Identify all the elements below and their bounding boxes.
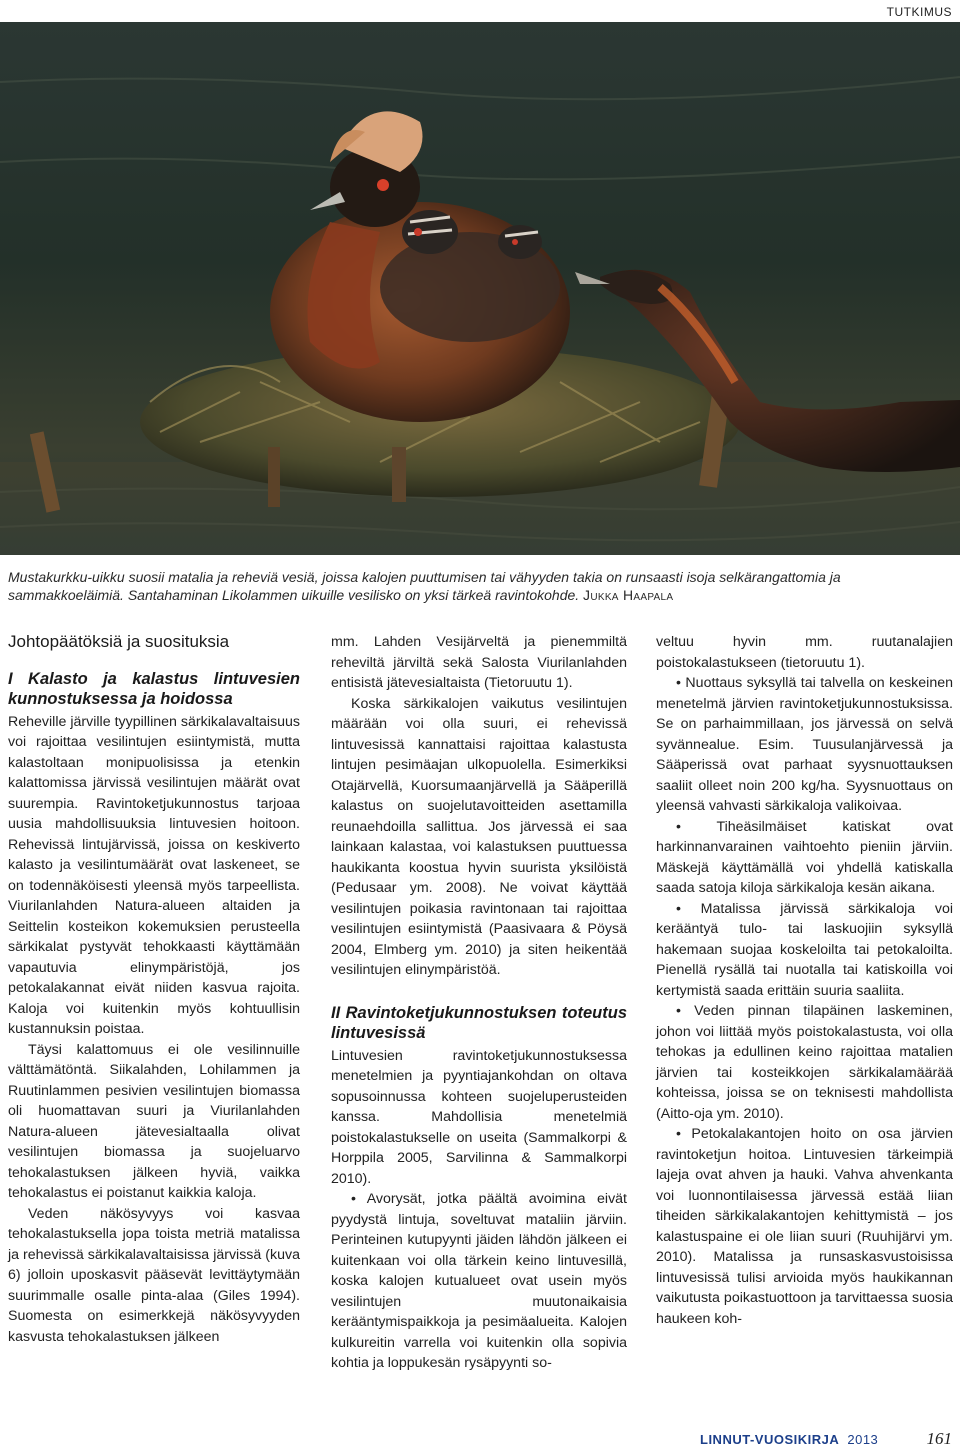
bullet-item: • Veden pinnan tilapäinen laskeminen, johon voi liittää myös poistokalastusta, voi olla tehokas ja edullinen keino rajoittaa matalien järvien tai kosteikkojen särkikalamäärää kohteissa, joissa se on teknisesti mahdollista (Aitto-oja ym. 2010). xyxy=(656,1003,953,1122)
section-title: Johtopäätöksiä ja suosituksia xyxy=(8,632,230,651)
journal-year: 2013 xyxy=(847,1432,879,1447)
journal-name: LINNUT-VUOSIKIRJA xyxy=(700,1432,840,1447)
paragraph: Reheville järville tyypillinen särkikalavaltaisuus voi rajoittaa vesilintujen esiintymistä, mutta kalastoltaan monipuolisissa ja etenkin kalattomissa järvissä vesilintujen määrät ovat suurempia. Ravintoketjukunnostus tarjoaa uusia mahdollisuuksia lintuvesien hoitoon. Rehevissä lintujärvissä, joissa on keskiverto kalasto ja vesilintumäärät ovat laskeneet, se on todennäköisesti yleensä myös tarpeellista. Viurilanlahden Natura-alueen altaiden ja Seittelin kosteikon kokemuksien perusteella särkikalat pystyvät tehokkaasti käyttämään vapautuvia elinympäristöjä, jos petokalakannat eivät niiden kasvua rajoita. Kaloja voi kuitenkin myös kohtuullisin kustannuksin poistaa. xyxy=(8,713,300,1037)
bullet-item: • Tiheäsilmäiset katiskat ovat harkinnanvarainen vaihtoehto pieniin järviin. Mäskejä käyttämällä voi yhdellä katiskalla saada satoja kiloja särkikaloja kesän aikana. xyxy=(656,818,953,896)
grebe-photo xyxy=(0,22,960,555)
bullet-item: • Petokalakantojen hoito on osa järvien ravintoketjun hoitoa. Lintuvesien tärkeimpiä lajeja ovat ahven ja hauki. Vahva ahvenkanta voi luonnontilaisessa järvessä estää liian tiheiden särkikalakantojen kehittymistä – jos kalastuspaine ei ole liian suuri (Ruuhijärvi ym. 2010). Matalissa ja runsaskasvustoisissa lintuvesissä tulisi arvioida myös haukikannan vaikutusta poikastuottoon ja tarvittaessa suosia haukeen koh- xyxy=(656,1126,953,1327)
paragraph: veltuu hyvin mm. ruutanalajien poistokalastukseen (tietoruutu 1). xyxy=(656,634,953,671)
paragraph: Täysi kalattomuus ei ole vesilinnuille välttämätöntä. Siikalahden, Lohilammen ja Ruutinlammen pesivien vesilintujen biomassa oli huomattavan suuri ja Viurilanlahden Natura-alueen jätevesialtaalla olivat vesilintujen biomassa ja suojeluarvo tehokalastuksen jälkeen hyviä, vaikka tehokalastus ei poistanut kaikkia kaloja. xyxy=(8,1041,300,1201)
photo-credit: Jukka Haapala xyxy=(583,587,674,603)
page-number: 161 xyxy=(926,1429,952,1448)
subsection-title-2: II Ravintoketjukunnostuksen toteutus lintuvesissä xyxy=(331,1003,627,1042)
column-2 xyxy=(331,632,627,1374)
bullet-item: • Avorysät, jotka päältä avoimina eivät pyydystä lintuja, soveltuvat mataliin järviin. Perinteinen kutupyynti jäiden lähdön jälkeen ei kuitenkaan voi olla tärkein keino lintuvesillä, koska kalojen kutualueet ovat usein myös vesilintujen muutonaikaisia kerääntymispaikkoja ja pesimäalueita. Kalojen kulkureitin varrella voi kuitenkin olla sopivia kohtia ja loppukesän rysäpyynti so- xyxy=(331,1191,627,1371)
column-1 xyxy=(8,632,300,1347)
page-footer xyxy=(700,1429,952,1452)
caption-text: Mustakurkku-uikku suosii matalia ja reheviä vesiä, joissa kalojen puuttumisen tai vähyyden takia on runsaasti isoja selkärangattomia ja sammakkoeläimiä. Santahaminan Likolammen uikuille vesilisko on yksi tärkeä ravintokohde. xyxy=(8,569,841,603)
column-3 xyxy=(656,632,953,1329)
paragraph: Lintuvesien ravintoketjukunnostuksessa menetelmien ja pyyntiajankohdan on oltava sopusoinnussa kohteen suojeluperusteiden kanssa. Mahdollisia menetelmiä poistokalastukselle on useita (Sammalkorpi & Horppila 2005, Sarvilinna & Sammalkorpi 2010). xyxy=(331,1047,627,1187)
photo-caption xyxy=(8,568,952,604)
paragraph: mm. Lahden Vesijärveltä ja pienemmiltä reheviltä järviltä sekä Salosta Viurilanlahden entisistä jätevesialtaista (Tietoruutu 1). xyxy=(331,634,627,691)
bullet-item: • Matalissa järvissä särkikaloja voi kerääntyä tulo- tai laskuojiin syksyllä hakemaan suojaa koskeloilta tai petokaloilta. Pienellä rysällä tai nuotalla tai katiskoilla voi kertymistä saada erittäin suuria saaliita. xyxy=(656,900,953,999)
section-header: TUTKIMUS xyxy=(886,5,952,19)
bullet-item: • Nuottaus syksyllä tai talvella on keskeinen menetelmä järvien ravintoketjukunnostuksissa. Se on parhaimmillaan, jos järvessä on selvä syvännealue. Esim. Tuusulanjärvessä ja Sääperissä ovat parhaat syysnuottauksen saaliit olleet noin 200 kg/ha. Syysnuottaus on yleensä vahvasti särkikaloja valikoivaa. xyxy=(656,675,953,814)
paragraph: Veden näkösyvyys voi kasvaa tehokalastuksella jopa toista metriä matalissa ja rehevissä särkikalavaltaisissa järvissä (kuva 6) jolloin uposkasvit pääsevät levittäytymään suurimmalle osalle pinta-alaa (Giles 1994). Suomesta on esimerkkejä näkösyvyyden kasvusta tehokalastuksen jälkeen xyxy=(8,1205,300,1345)
subsection-title-1: I Kalasto ja kalastus lintuvesien kunnostuksessa ja hoidossa xyxy=(8,669,300,708)
paragraph: Koska särkikalojen vaikutus vesilintujen määrään voi olla suuri, ei rehevissä lintuvesissä kannattaisi rajoittaa kalastusta lintujen pesimäajan ulkopuolella. Esimerkiksi Otajärvellä, Kuorsumaanjärvellä ja Sääperillä kalastus on suojelutavoitteiden asettamilla reunaehdoilla sallittua. Jos järvessä ei saa lainkaan kalastaa, voi kalastuksen puuttuessa haukikanta koostua hyvin suurista yksilöistä (Pedusaar ym. 2008). Ne voivat käyttää vesilintujen poikasia ravintonaan tai rajoittaa vesilintujen esiintymistä (Paasivaara & Pöysä 2004, Elmberg ym. 2010) ja siten heikentää vesilintujen elinympäristöä. xyxy=(331,695,627,978)
